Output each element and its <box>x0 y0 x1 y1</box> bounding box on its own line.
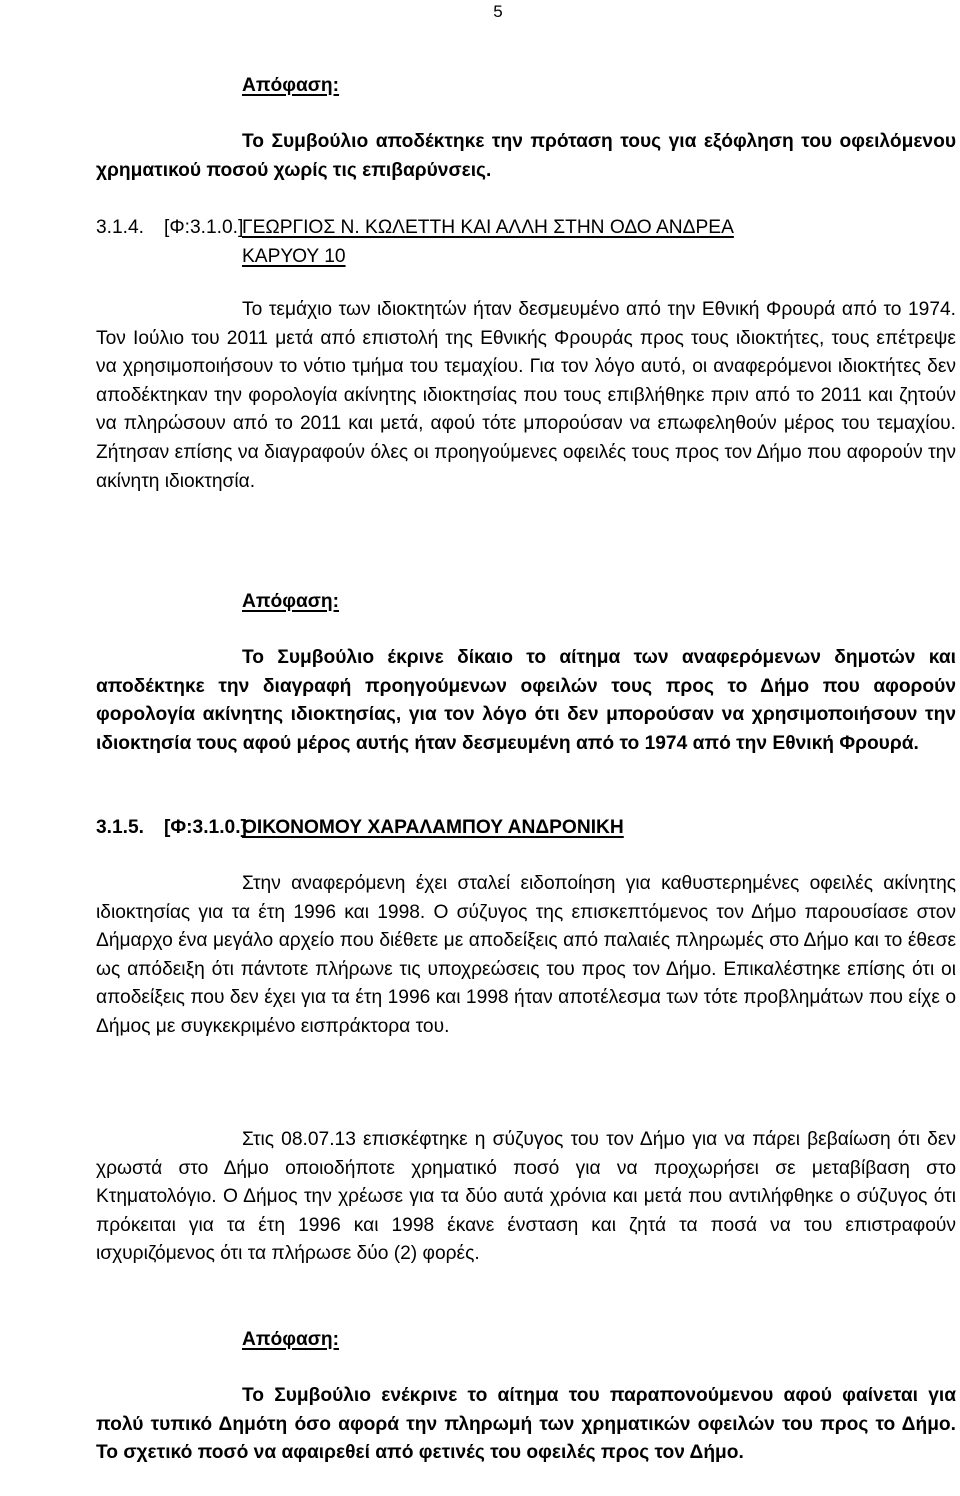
page-number: 5 <box>493 2 503 21</box>
item-body-paragraph-2: Στις 08.07.13 επισκέφτηκε η σύζυγος του τον Δήμο για να πάρει βεβαίωση ότι δεν χρωστά στο Δήμο οποιοδήποτε χρηματικό ποσό για να προχωρήσει σε μεταβίβαση στο Κτηματολόγιο. Ο Δήμος την χρέωσε για τα δύο αυτά χρόνια και μετά που αντιλήφθηκε ο σύζυγος ότι πρόκειται για τα έτη 1996 και 1998 έκανε ένσταση και ζητά τα ποσά να του επιστραφούν ισχυριζόμενος ότι τα πλήρωσε δύο (2) φορές. <box>96 1129 956 1265</box>
item-title <box>242 214 956 271</box>
item-body: Το τεμάχιο των ιδιοκτητών ήταν δεσμευμένο από την Εθνική Φρουρά από το 1974. Τον Ιούλιο του 2011 μετά από επιστολή της Εθνικής Φρουράς προς τους ιδιοκτήτες, τους επέτρεψε να χρησιμοποιήσουν το νότιο τμήμα του τεμαχίου. Για τον λόγο αυτό, οι αναφερόμενοι ιδιοκτήτες δεν αποδέκτηκαν την φορολογία ακίνητης ιδιοκτησίας που τους επιβλήθηκε πριν από το 2011 και ζητούν να πληρώσουν από το 2011 και μετά, αφού τότε μπορούσαν να επωφεληθούν μέρος του τεμαχίου. Ζήτησαν επίσης να διαγραφούν όλες οι προηγούμενες οφειλές τους προς τον Δήμο που αφορούν την ακίνητη ιδιοκτησία. <box>96 299 956 492</box>
item-title: ΟΙΚΟΝΟΜΟΥ ΧΑΡΑΛΑΜΠΟΥ ΑΝΔΡΟΝΙΚΗ <box>242 817 624 838</box>
item-file-ref: [Φ:3.1.0.] <box>164 817 247 838</box>
item-title-line-1: ΓΕΩΡΓΙΟΣ Ν. ΚΩΛΕΤΤΗ ΚΑΙ ΑΛΛΗ ΣΤΗΝ ΟΔΟ ΑΝΔΡΕΑ <box>242 217 734 238</box>
decision-heading: Απόφαση: <box>242 1329 340 1350</box>
decision-heading: Απόφαση: <box>242 591 340 612</box>
item-body-paragraph-1: Στην αναφερόμενη έχει σταλεί ειδοποίηση για καθυστερημένες οφειλές ακίνητης ιδιοκτησίας για τα έτη 1996 και 1998. Ο σύζυγος της επισκεπτόμενος τον Δήμο παρουσίασε στον Δήμαρχο ένα μεγάλο αρχείο που διέθετε με αποδείξεις από παλαιές πληρωμές στο Δήμο και το έθεσε ως απόδειξη ότι πάντοτε πλήρωνε τις υποχρεώσεις του προς τον Δήμο. Επικαλέστηκε επίσης ότι οι αποδείξεις που δεν έχει για τα έτη 1996 και 1998 ήταν αποτέλεσμα των τότε προβλημάτων που είχε ο Δήμος με συγκεκριμένο εισπράκτορα του. <box>96 873 956 1037</box>
item-number: 3.1.5. <box>96 817 145 838</box>
decision-text: Το Συμβούλιο ενέκρινε το αίτημα του παραπονούμενου αφού φαίνεται για πολύ τυπικό Δημότη όσο αφορά την πληρωμή των χρηματικών οφειλών του προς το Δήμο. Το σχετικό ποσό να αφαιρεθεί από φετινές του οφειλές προς τον Δήμο. <box>96 1385 956 1464</box>
item-number: 3.1.4. <box>96 217 145 238</box>
decision-text: Το Συμβούλιο αποδέκτηκε την πρόταση τους για εξόφληση του οφειλόμενου χρηματικού ποσού χωρίς τις επιβαρύνσεις. <box>96 131 956 181</box>
decision-text: Το Συμβούλιο έκρινε δίκαιο το αίτημα των αναφερόμενων δημοτών και αποδέκτηκε την διαγραφή προηγούμενων οφειλών τους προς το Δήμο που αφορούν φορολογία ακίνητης ιδιοκτησίας, για τον λόγο ότι δεν μπορούσαν να χρησιμοποιήσουν την ιδιοκτησία τους αφού μέρος αυτής ήταν δεσμευμένη από το 1974 από την Εθνική Φρουρά. <box>96 647 956 754</box>
decision-heading: Απόφαση: <box>242 75 340 96</box>
item-file-ref: [Φ:3.1.0.] <box>164 217 244 238</box>
item-title-line-2: ΚΑΡΥΟΥ 10 <box>242 245 346 267</box>
